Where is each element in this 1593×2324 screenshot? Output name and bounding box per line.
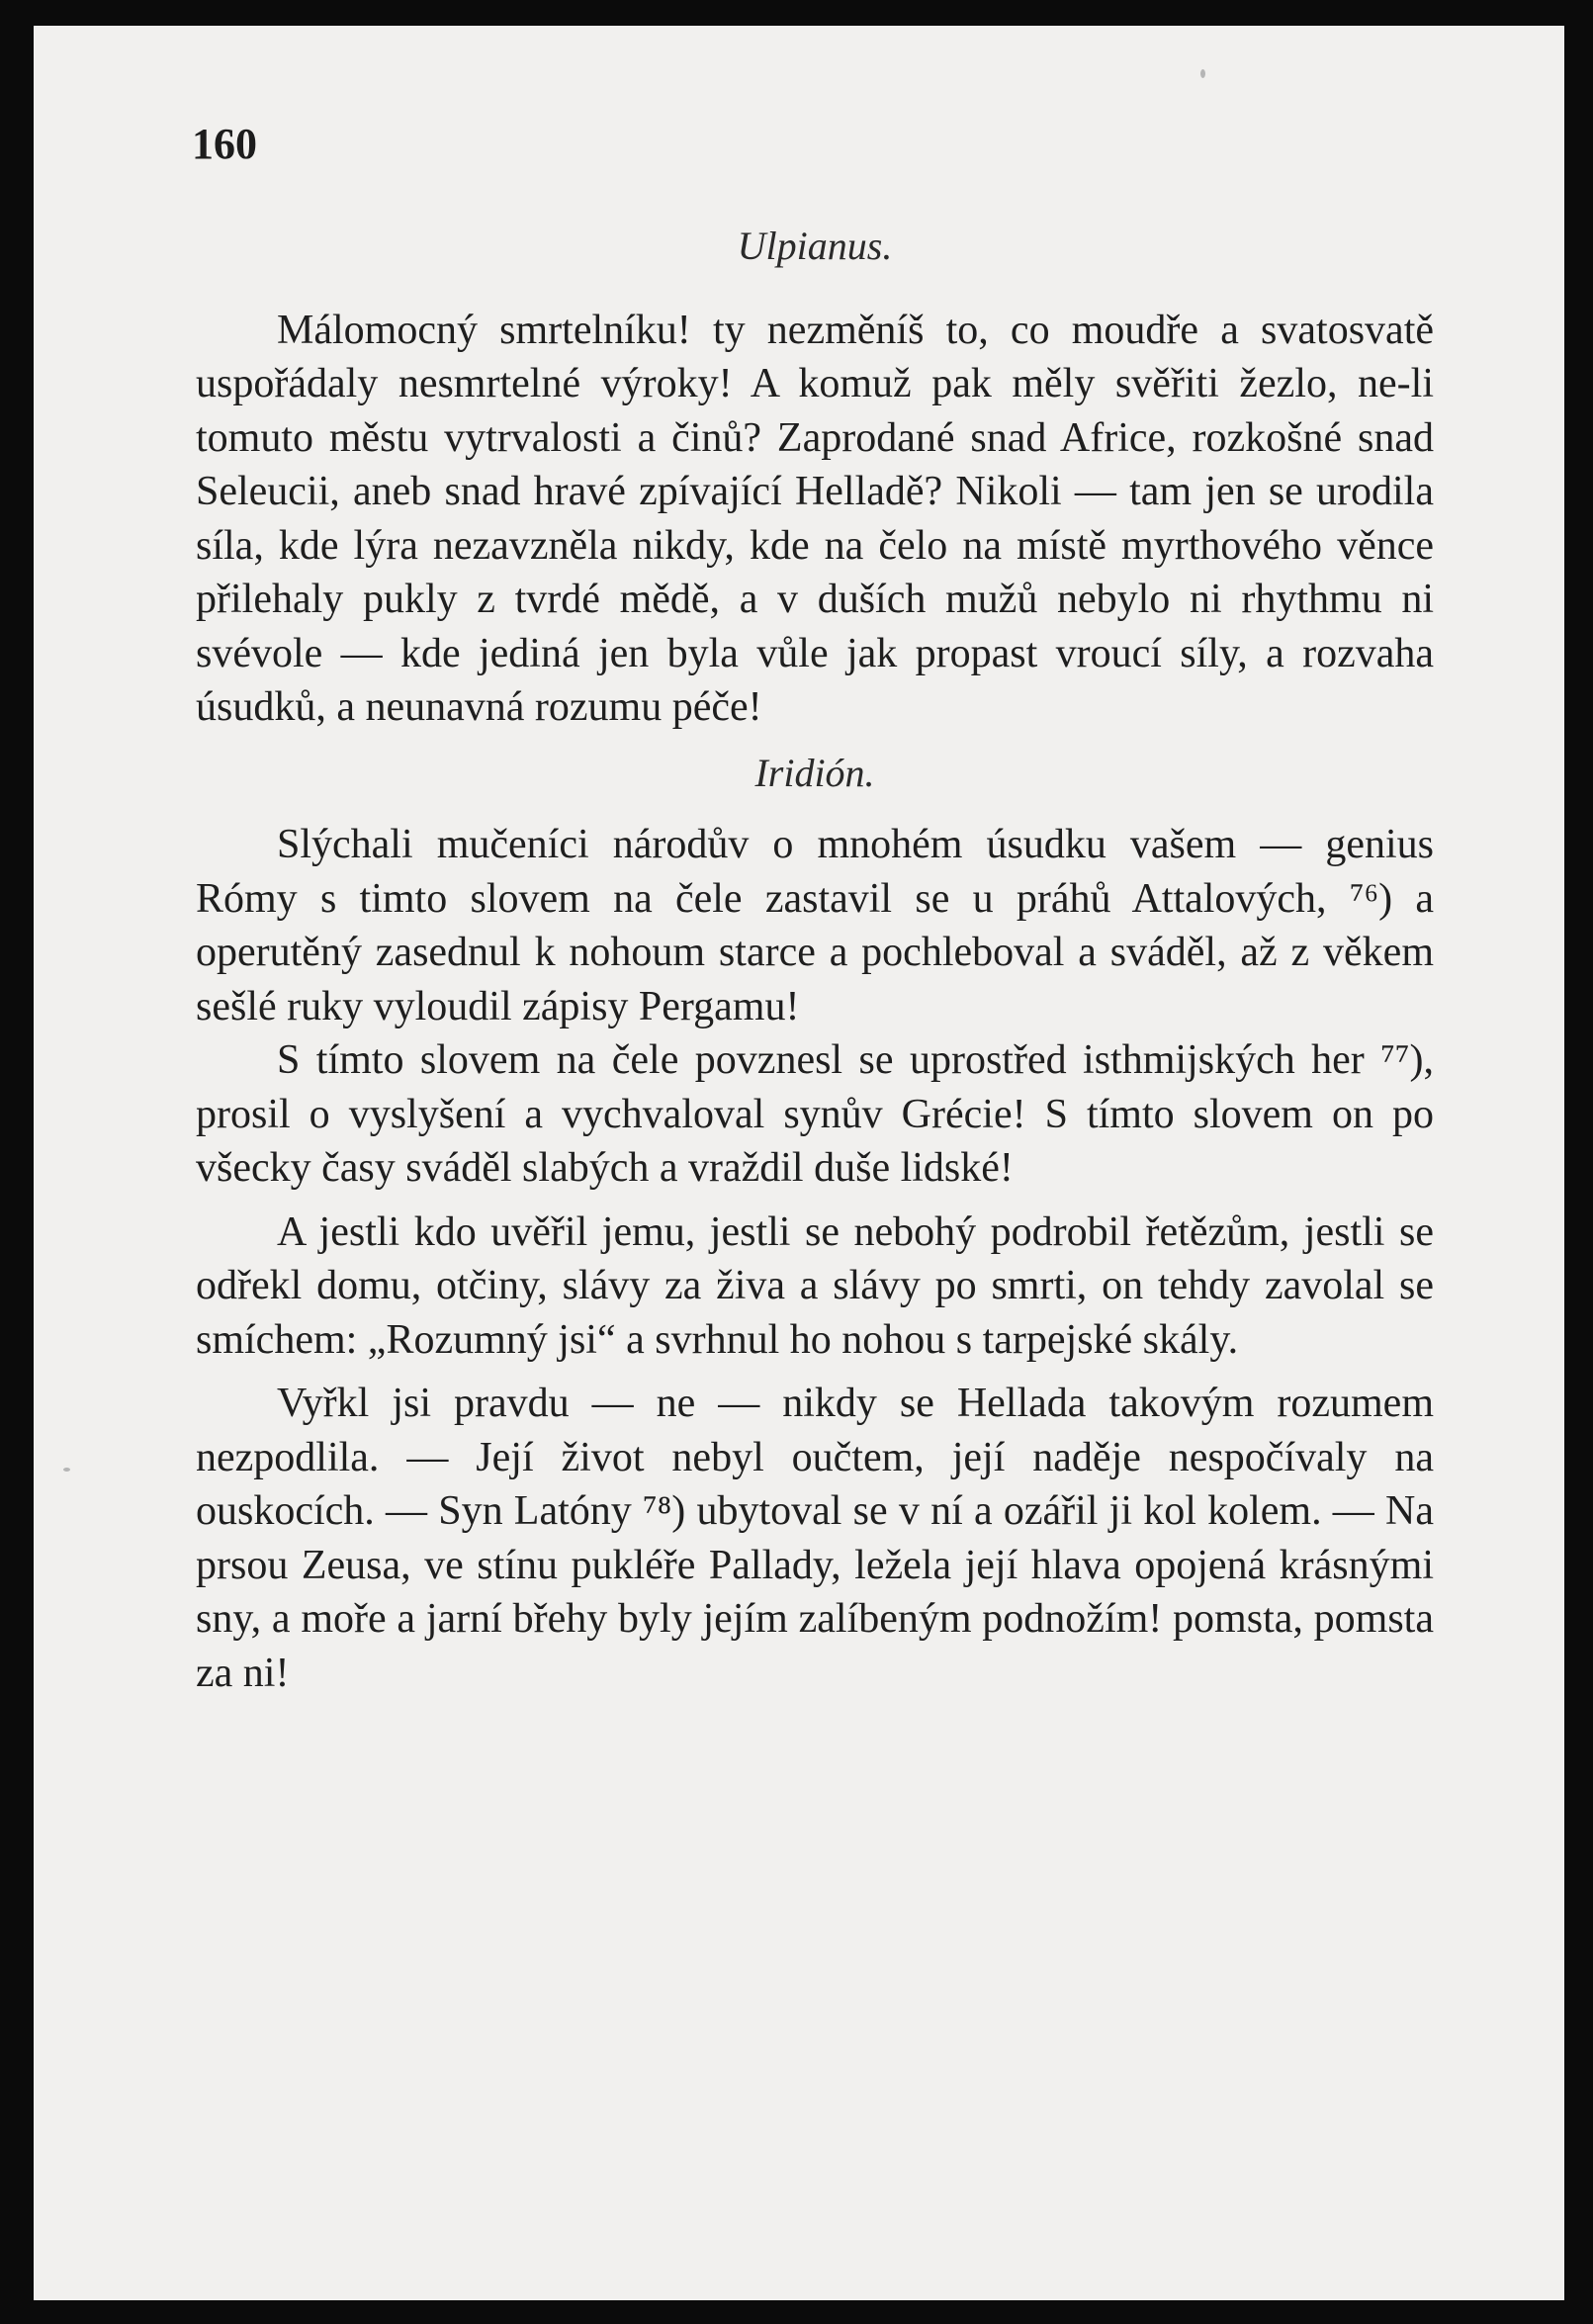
book-page [34,26,1564,2300]
paragraph-iridion-3: A jestli kdo uvěřil jemu, jestli se nebohý podrobil řetězům, jestli se odřekl domu, otčiny, slávy za živa a slávy po smrti, on tehdy zavolal se smíchem: „Rozumný jsi“ a svrhnul ho nohou s tarpejské skály. [196,1208,1434,1363]
page-body [196,220,1434,1700]
paper-speck [63,1468,70,1472]
paragraph-ulpianus: Málomocný smrtelníku! ty nezměníš to, co moudře a svatosvatě uspořádaly nesmrtelné výroky! A komuž pak měly svěřiti žezlo, ne-li tomuto městu vytrvalosti a činů? Zaprodané snad Africe, rozkošné snad Seleucii, aneb snad hravé zpívající Helladě? Nikoli — tam jen se urodila síla, kde lýra nezavzněla nikdy, kde na čelo na místě myrthového věnce přilehaly pukly z tvrdé mědě, a v duších mužů nebylo ni rhythmu ni svévole — kde jediná jen byla vůle jak propast vroucí síly, a rozvaha úsudků, a neunavná rozumu péče! [196,307,1434,730]
paper-speck [1200,69,1205,78]
speaker-heading-iridion: Iridión. [754,750,875,795]
speaker-heading-ulpianus: Ulpianus. [737,223,893,268]
paragraph-iridion-1: Slýchali mučeníci národův o mnohém úsudku vašem — genius Rómy s timto slovem na čele zastavil se u práhů Attalových, ⁷⁶) a operutěný zasednul k nohoum starce a pochleboval a sváděl, až z věkem sešlé ruky vyloudil zápisy Pergamu! [196,822,1434,1029]
page-number: 160 [192,120,257,168]
paragraph-iridion-2: S tímto slovem na čele povznesl se uprostřed isthmijských her ⁷⁷), prosil o vyslyšení a vychvaloval synův Grécie! S tímto slovem on po všecky časy sváděl slabých a vraždil duše lidské! [196,1037,1434,1191]
paragraph-iridion-4: Vyřkl jsi pravdu — ne — nikdy se Hellada takovým rozumem nezpodlila. — Její život nebyl oučtem, její naděje nespočívaly na ouskocích. — Syn Latóny ⁷⁸) ubytoval se v ní a ozářil ji kol kolem. — Na prsou Zeusa, ve stínu pukléře Pallady, ležela její hlava opojená krásnými sny, a moře a jarní břehy byly jejím zalíbeným podnožím! pomsta, pomsta za ni! [196,1381,1434,1696]
